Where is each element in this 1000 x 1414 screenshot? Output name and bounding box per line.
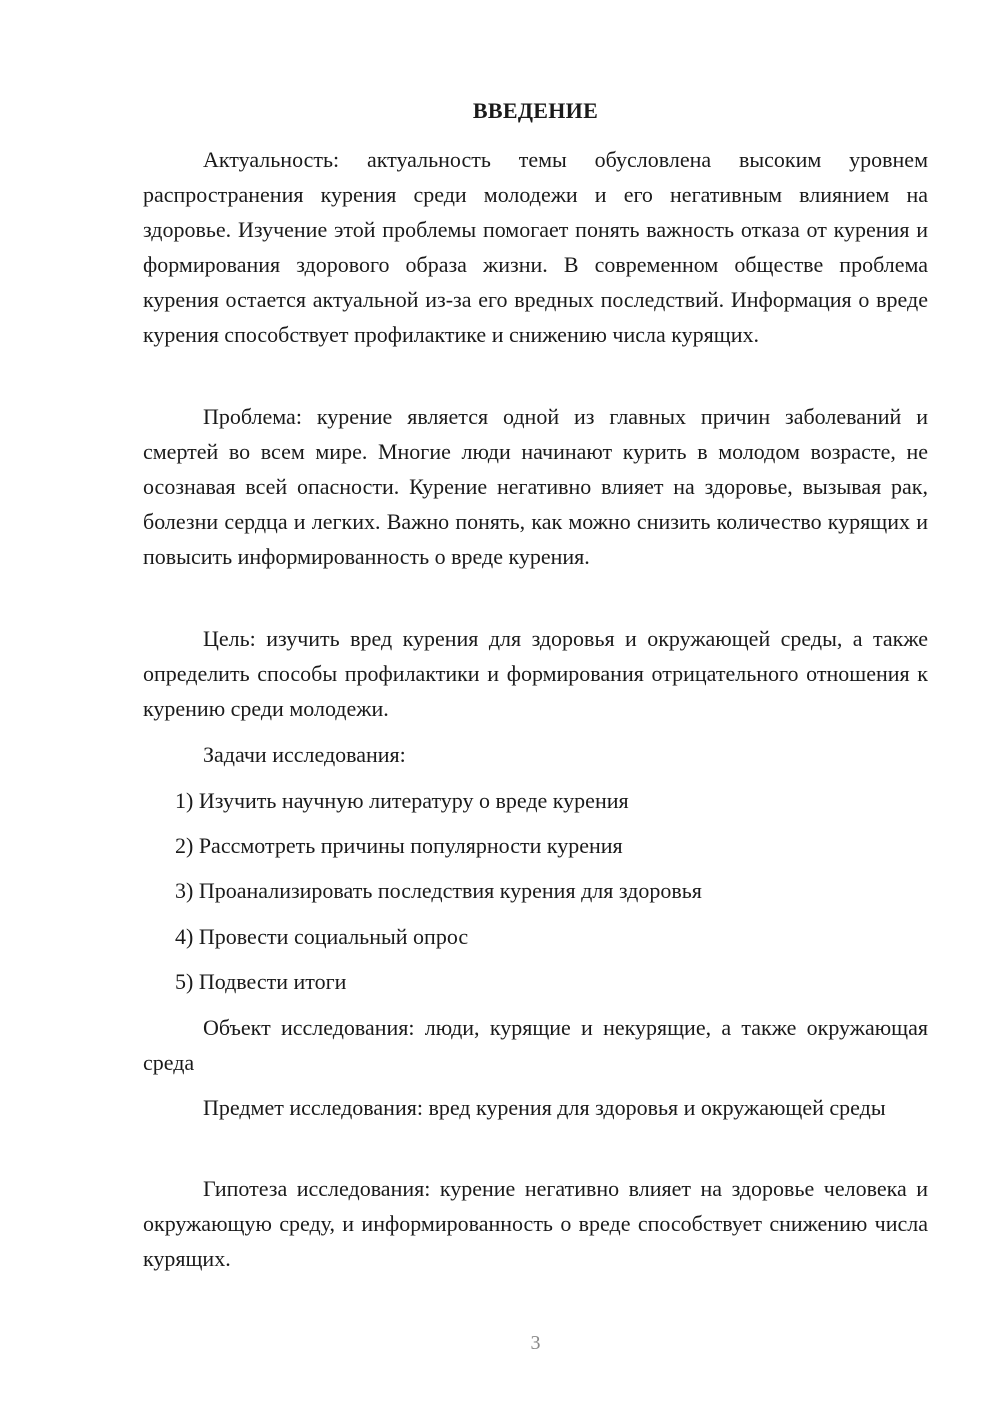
list-item: 3) Проанализировать последствия курения для здоровья — [175, 878, 702, 903]
page-title: ВВЕДЕНИЕ — [472, 98, 599, 123]
paragraph-subject: Предмет исследования: вред курения для здоровья и окружающей среды — [203, 1095, 886, 1120]
paragraph-relevance: Актуальность: актуальность темы обусловлена высоким уровнем распространения курения среди молодежи и его негативным влиянием на здоровье. Изучение этой проблемы помогает понять важность отказа от курения и формирования здорового образа жизни. В современном обществе проблема курения остается актуальной из-за его вредных последствий. Информация о вреде курения способствует профилактике и снижению числа курящих. — [143, 147, 928, 347]
list-item: 2) Рассмотреть причины популярности курения — [175, 833, 623, 858]
paragraph-problem: Проблема: курение является одной из главных причин заболеваний и смертей во всем мире. Многие люди начинают курить в молодом возрасте, не осознавая всей опасности. Курение негативно влияет на здоровье, вызывая рак, болезни сердца и легких. Важно понять, как можно снизить количество курящих и повысить информированность о вреде курения. — [143, 404, 928, 569]
list-item: 5) Подвести итоги — [175, 969, 347, 994]
tasks-heading: Задачи исследования: — [203, 742, 406, 767]
paragraph-object: Объект исследования: люди, курящие и некурящие, а также окружающая среда — [143, 1015, 928, 1075]
paragraph-hypothesis: Гипотеза исследования: курение негативно влияет на здоровье человека и окружающую среду, и информированность о вреде способствует снижению числа курящих. — [143, 1176, 928, 1271]
list-item: 1) Изучить научную литературу о вреде курения — [175, 788, 629, 813]
document-page — [143, 0, 928, 1414]
list-item: 4) Провести социальный опрос — [175, 924, 469, 949]
paragraph-goal: Цель: изучить вред курения для здоровья и окружающей среды, а также определить способы профилактики и формирования отрицательного отношения к курению среди молодежи. — [143, 626, 928, 721]
page-number: 3 — [530, 1332, 541, 1354]
